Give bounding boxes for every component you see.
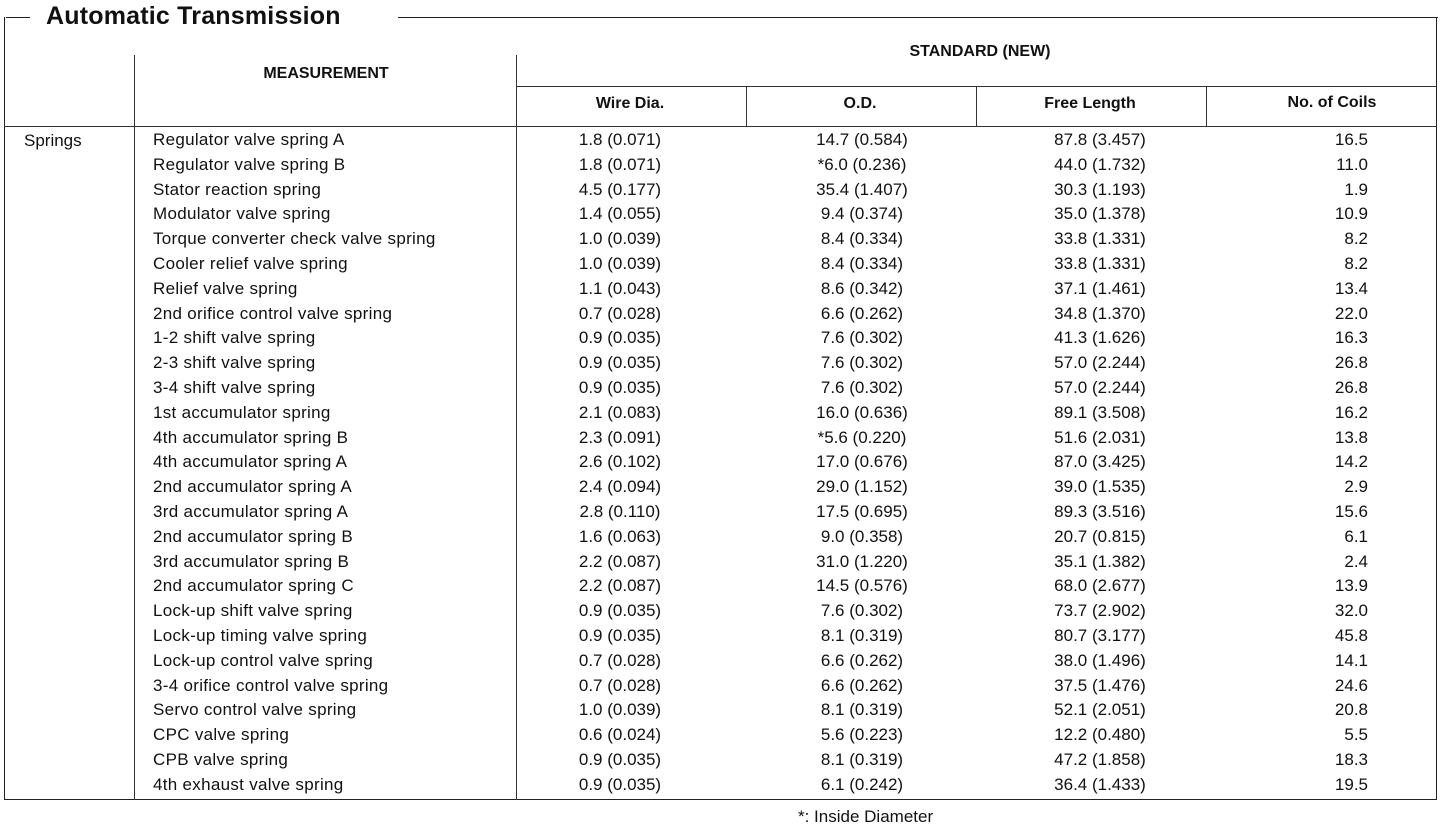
wire-dia: 2.4 (0.094) xyxy=(578,477,662,497)
free-length: 33.8 (1.331) xyxy=(1054,229,1146,249)
free-length: 89.3 (3.516) xyxy=(1054,501,1146,521)
outer-dia: 16.0 (0.636) xyxy=(816,402,908,422)
no-of-coils: 2.9 xyxy=(1344,477,1368,497)
wire-dia: 0.7 (0.028) xyxy=(578,650,662,670)
footnote: *: Inside Diameter xyxy=(798,807,934,826)
spring-name: Lock-up timing valve spring xyxy=(153,625,368,645)
wire-dia: 2.8 (0.110) xyxy=(579,501,661,521)
table-row xyxy=(0,624,1456,649)
standard-header: STANDARD (NEW) xyxy=(909,43,1051,60)
free-length: 80.7 (3.177) xyxy=(1054,625,1146,645)
free-length: 39.0 (1.535) xyxy=(1054,477,1146,497)
table-row xyxy=(0,475,1456,500)
free-length: 68.0 (2.677) xyxy=(1054,576,1146,596)
wire-dia: 1.0 (0.039) xyxy=(578,229,662,249)
table-row xyxy=(0,426,1456,451)
table-row xyxy=(0,277,1456,302)
no-of-coils: 5.5 xyxy=(1344,725,1368,745)
free-length: 12.2 (0.480) xyxy=(1054,725,1146,745)
od-column-divider xyxy=(976,86,977,126)
no-of-coils: 24.6 xyxy=(1334,675,1368,695)
col-header-wire-dia: Wire Dia. xyxy=(595,95,665,112)
wire-dia: 1.0 (0.039) xyxy=(578,253,662,273)
free-length-column-divider xyxy=(1206,86,1207,126)
spring-name: Modulator valve spring xyxy=(153,204,331,224)
outer-dia: 8.4 (0.334) xyxy=(820,229,904,249)
table-row xyxy=(0,178,1456,203)
table-row xyxy=(0,773,1456,798)
free-length: 41.3 (1.626) xyxy=(1054,328,1146,348)
table-row xyxy=(0,599,1456,624)
col-header-no-of-coils: No. of Coils xyxy=(1287,94,1377,111)
outer-dia: 6.6 (0.262) xyxy=(820,303,904,323)
free-length: 20.7 (0.815) xyxy=(1054,526,1146,546)
spring-name: 3rd accumulator spring B xyxy=(153,551,350,571)
free-length: 89.1 (3.508) xyxy=(1054,402,1146,422)
no-of-coils: 13.4 xyxy=(1334,278,1368,298)
spring-name: CPB valve spring xyxy=(153,749,289,769)
free-length: 73.7 (2.902) xyxy=(1054,601,1146,621)
no-of-coils: 45.8 xyxy=(1334,625,1368,645)
spring-name: Regulator valve spring B xyxy=(153,154,346,174)
table-row xyxy=(0,748,1456,773)
free-length: 36.4 (1.433) xyxy=(1054,774,1146,794)
outer-dia: 35.4 (1.407) xyxy=(816,179,908,199)
no-of-coils: 10.9 xyxy=(1334,204,1368,224)
outer-dia: 9.0 (0.358) xyxy=(820,526,904,546)
free-length: 37.1 (1.461) xyxy=(1054,278,1146,298)
table-row xyxy=(0,376,1456,401)
wire-dia: 1.4 (0.055) xyxy=(578,204,662,224)
no-of-coils: 8.2 xyxy=(1344,253,1368,273)
spring-name: Regulator valve spring A xyxy=(153,130,345,149)
no-of-coils: 14.1 xyxy=(1334,650,1368,670)
spring-name: 3rd accumulator spring A xyxy=(153,501,349,521)
no-of-coils: 15.6 xyxy=(1334,501,1368,521)
table-row xyxy=(0,401,1456,426)
table-row xyxy=(0,698,1456,723)
table-row xyxy=(0,153,1456,178)
table-row xyxy=(0,326,1456,351)
spring-name: Lock-up shift valve spring xyxy=(153,601,353,621)
table-row xyxy=(0,674,1456,699)
wire-dia: 2.3 (0.091) xyxy=(578,427,662,447)
free-length: 57.0 (2.244) xyxy=(1054,353,1146,373)
outer-dia: *5.6 (0.220) xyxy=(817,427,907,447)
no-of-coils: 14.2 xyxy=(1334,452,1368,472)
free-length: 30.3 (1.193) xyxy=(1054,179,1146,199)
free-length: 44.0 (1.732) xyxy=(1054,154,1146,174)
standard-header-divider xyxy=(516,86,1436,87)
wire-dia: 0.9 (0.035) xyxy=(578,749,662,769)
wire-dia: 0.9 (0.035) xyxy=(578,353,662,373)
spring-name: 4th accumulator spring B xyxy=(153,427,349,447)
outer-dia: 8.4 (0.334) xyxy=(820,253,904,273)
category-label: Springs xyxy=(24,131,82,150)
spring-name: 2nd accumulator spring C xyxy=(153,576,354,596)
no-of-coils: 16.2 xyxy=(1334,402,1368,422)
spring-name: 2-3 shift valve spring xyxy=(153,353,316,373)
col-header-od: O.D. xyxy=(843,95,877,112)
outer-dia: 6.6 (0.262) xyxy=(820,650,904,670)
page-title: Automatic Transmission xyxy=(46,2,341,30)
wire-dia: 0.9 (0.035) xyxy=(578,625,662,645)
free-length: 35.0 (1.378) xyxy=(1054,204,1146,224)
spring-name: 1st accumulator spring xyxy=(153,402,331,422)
no-of-coils: 6.1 xyxy=(1344,526,1368,546)
wire-dia: 1.1 (0.043) xyxy=(578,278,662,298)
free-length: 87.8 (3.457) xyxy=(1054,130,1146,149)
table-row xyxy=(0,351,1456,376)
outer-dia: 17.0 (0.676) xyxy=(816,452,908,472)
free-length: 38.0 (1.496) xyxy=(1054,650,1146,670)
wire-dia: 0.9 (0.035) xyxy=(578,774,662,794)
wire-dia: 2.6 (0.102) xyxy=(578,452,662,472)
spring-name: 4th accumulator spring A xyxy=(153,452,348,472)
free-length: 33.8 (1.331) xyxy=(1054,253,1146,273)
wire-dia: 0.7 (0.028) xyxy=(578,303,662,323)
no-of-coils: 19.5 xyxy=(1334,774,1368,794)
spring-name: Cooler relief valve spring xyxy=(153,253,348,273)
outer-dia: 9.4 (0.374) xyxy=(820,204,904,224)
wire-dia: 0.7 (0.028) xyxy=(578,675,662,695)
table-row xyxy=(0,302,1456,327)
wire-dia: 2.2 (0.087) xyxy=(578,551,662,571)
outer-dia: 8.1 (0.319) xyxy=(820,625,904,645)
spring-name: 1-2 shift valve spring xyxy=(153,328,316,348)
wire-dia: 2.1 (0.083) xyxy=(578,402,662,422)
no-of-coils: 26.8 xyxy=(1334,353,1368,373)
table-row xyxy=(0,649,1456,674)
outer-dia: 14.5 (0.576) xyxy=(816,576,908,596)
no-of-coils: 2.4 xyxy=(1344,551,1368,571)
spring-name: 2nd accumulator spring B xyxy=(153,526,353,546)
free-length: 47.2 (1.858) xyxy=(1054,749,1146,769)
table-row xyxy=(0,128,1456,153)
wire-dia: 1.0 (0.039) xyxy=(578,700,662,720)
spring-name: 4th exhaust valve spring xyxy=(153,774,344,794)
no-of-coils: 13.9 xyxy=(1334,576,1368,596)
spring-name: CPC valve spring xyxy=(153,725,290,745)
outer-dia: 31.0 (1.220) xyxy=(816,551,908,571)
table-row xyxy=(0,550,1456,575)
table-row xyxy=(0,525,1456,550)
wire-dia: 4.5 (0.177) xyxy=(578,179,662,199)
wire-dia: 2.2 (0.087) xyxy=(578,576,662,596)
wire-dia: 1.8 (0.071) xyxy=(578,130,662,149)
wire-dia: 1.8 (0.071) xyxy=(578,154,662,174)
outer-dia: 8.1 (0.319) xyxy=(820,749,904,769)
spring-rows xyxy=(0,128,1456,798)
measurement-header: MEASUREMENT xyxy=(263,65,389,82)
no-of-coils: 22.0 xyxy=(1334,303,1368,323)
no-of-coils: 1.9 xyxy=(1344,179,1368,199)
table-row xyxy=(0,574,1456,599)
free-length: 35.1 (1.382) xyxy=(1054,551,1146,571)
wire-dia: 0.9 (0.035) xyxy=(578,377,662,397)
spring-name: Servo control valve spring xyxy=(153,700,357,720)
outer-dia: 7.6 (0.302) xyxy=(820,377,904,397)
table-row xyxy=(0,723,1456,748)
wire-column-divider xyxy=(746,86,747,126)
outer-dia: 7.6 (0.302) xyxy=(820,328,904,348)
no-of-coils: 18.3 xyxy=(1334,749,1368,769)
outer-dia: 7.6 (0.302) xyxy=(820,353,904,373)
spring-name: Stator reaction spring xyxy=(153,179,322,199)
table-row xyxy=(0,450,1456,475)
spring-name: Torque converter check valve spring xyxy=(153,229,436,249)
table-row xyxy=(0,500,1456,525)
no-of-coils: 16.5 xyxy=(1334,130,1368,149)
wire-dia: 0.6 (0.024) xyxy=(578,725,662,745)
free-length: 57.0 (2.244) xyxy=(1054,377,1146,397)
wire-dia: 0.9 (0.035) xyxy=(578,601,662,621)
outer-dia: 17.5 (0.695) xyxy=(816,501,908,521)
outer-dia: 6.6 (0.262) xyxy=(820,675,904,695)
no-of-coils: 16.3 xyxy=(1334,328,1368,348)
no-of-coils: 32.0 xyxy=(1334,601,1368,621)
free-length: 34.8 (1.370) xyxy=(1054,303,1146,323)
outer-dia: 29.0 (1.152) xyxy=(816,477,908,497)
col-header-free-length: Free Length xyxy=(1044,95,1136,112)
table-row xyxy=(0,252,1456,277)
no-of-coils: 26.8 xyxy=(1334,377,1368,397)
outer-dia: 8.1 (0.319) xyxy=(820,700,904,720)
free-length: 51.6 (2.031) xyxy=(1054,427,1146,447)
outer-dia: 8.6 (0.342) xyxy=(820,278,904,298)
free-length: 87.0 (3.425) xyxy=(1054,452,1146,472)
header-bottom-rule xyxy=(4,126,1437,127)
spring-name: 3-4 shift valve spring xyxy=(153,377,316,397)
no-of-coils: 13.8 xyxy=(1334,427,1368,447)
wire-dia: 1.6 (0.063) xyxy=(578,526,662,546)
free-length: 52.1 (2.051) xyxy=(1054,700,1146,720)
spring-name: Lock-up control valve spring xyxy=(153,650,374,670)
outer-dia: 5.6 (0.223) xyxy=(820,725,904,745)
outer-dia: 14.7 (0.584) xyxy=(816,130,908,149)
table-row xyxy=(0,227,1456,252)
spring-name: 2nd accumulator spring A xyxy=(153,477,353,497)
table-row xyxy=(0,202,1456,227)
outer-dia: 6.1 (0.242) xyxy=(820,774,904,794)
spring-name: Relief valve spring xyxy=(153,278,298,298)
outer-dia: 7.6 (0.302) xyxy=(820,601,904,621)
no-of-coils: 20.8 xyxy=(1334,700,1368,720)
free-length: 37.5 (1.476) xyxy=(1054,675,1146,695)
wire-dia: 0.9 (0.035) xyxy=(578,328,662,348)
spring-name: 3-4 orifice control valve spring xyxy=(153,675,389,695)
outer-dia: *6.0 (0.236) xyxy=(817,154,907,174)
spring-name: 2nd orifice control valve spring xyxy=(153,303,393,323)
no-of-coils: 8.2 xyxy=(1344,229,1368,249)
no-of-coils: 11.0 xyxy=(1336,154,1368,174)
